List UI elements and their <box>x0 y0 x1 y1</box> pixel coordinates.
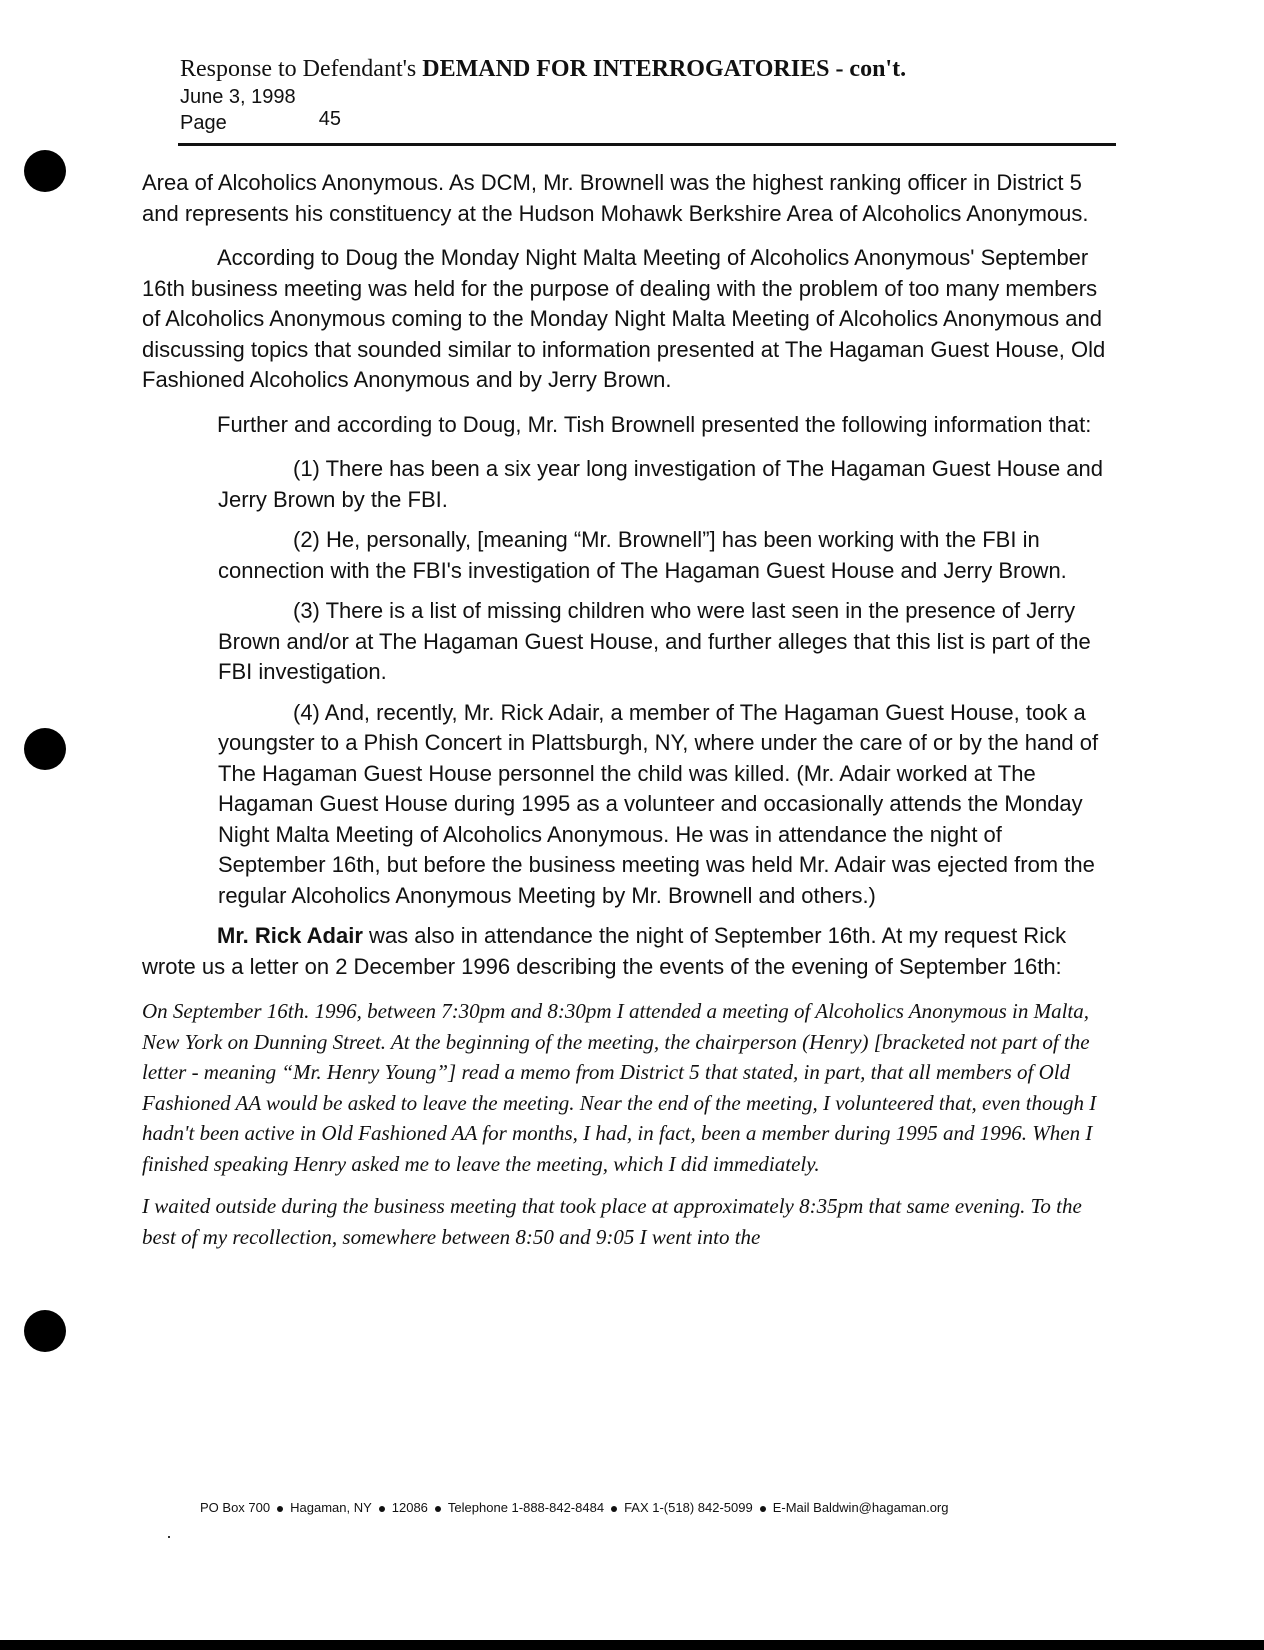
header-rule <box>178 143 1116 146</box>
page-line <box>180 110 1110 136</box>
document-body <box>142 168 1112 1264</box>
bullet-icon <box>611 1506 617 1512</box>
scan-speck <box>168 1536 170 1538</box>
title-bold: DEMAND FOR INTERROGATORIES <box>422 56 830 82</box>
paragraph: Area of Alcoholics Anonymous. As DCM, Mr. Brownell was the highest ranking officer in District 5 and represents his constituency at the Hudson Mohawk Berkshire Area of Alcoholics Anonymous. <box>142 170 1089 226</box>
binder-hole-icon <box>24 1310 66 1352</box>
page-header <box>180 54 1110 136</box>
paragraph: According to Doug the Monday Night Malta Meeting of Alcoholics Anonymous' September 16th business meeting was held for the purpose of dealing with the problem of too many members of Alcoholics Anonymous coming to the Monday Night Malta Meeting of Alcoholics Anonymous and discussing topics that sounded similar to information presented at The Hagaman Guest House, Old Fashioned Alcoholics Anonymous and by Jerry Brown. <box>142 245 1106 392</box>
binder-hole-icon <box>24 150 66 192</box>
list-item: (4) And, recently, Mr. Rick Adair, a member of The Hagaman Guest House, took a youngster to a Phish Concert in Plattsburgh, NY, where under the care of or by the hand of The Hagaman Guest House personnel the child was killed. (Mr. Adair worked at The Hagaman Guest House during 1995 as a volunteer and occasionally attends the Monday Night Malta Meeting of Alcoholics Anonymous. He was in attendance the night of September 16th, but before the business meeting was held Mr. Adair was ejected from the regular Alcoholics Anonymous Meeting by Mr. Brownell and others.) <box>218 699 1099 908</box>
paragraph: Further and according to Doug, Mr. Tish Brownell presented the following information that: <box>217 411 1092 437</box>
quoted-letter: On September 16th. 1996, between 7:30pm and 8:30pm I attended a meeting of Alcoholics Anonymous in Malta, New York on Dunning Street. At the beginning of the meeting, the chairperson (Henry) [bracketed not part of the letter - meaning “Mr. Henry Young”] read a memo from District 5 that stated, in part, that all members of Old Fashioned AA would be asked to leave the meeting. Near the end of the meeting, I volunteered that, even though I hadn't been active in Old Fashioned AA for months, I had, in fact, been a member during 1995 and 1996. When I finished speaking Henry asked me to leave the meeting, which I did immediately. <box>142 999 1097 1176</box>
footer-fax: FAX 1-(518) 842-5099 <box>624 1500 753 1515</box>
list-item: (3) There is a list of missing children who were last seen in the presence of Jerry Brown and/or at The Hagaman Guest House, and further alleges that this list is part of the FBI investigation. <box>218 598 1091 684</box>
paragraph-text: was also in attendance the night of September 16th. At my request Rick wrote us a letter on 2 December 1996 describing the events of the evening of September 16th: <box>142 923 1067 979</box>
title-prefix: Response to Defendant's <box>180 56 423 82</box>
bullet-icon <box>379 1506 385 1512</box>
title-suffix: - con't. <box>829 56 907 82</box>
document-date: June 3, 1998 <box>180 86 296 108</box>
page-number: 45 <box>318 108 341 130</box>
bullet-icon <box>760 1506 766 1512</box>
footer-telephone: Telephone 1-888-842-8484 <box>447 1500 605 1515</box>
footer-zip: 12086 <box>391 1500 428 1515</box>
page-footer <box>200 1500 1100 1515</box>
list-item: (1) There has been a six year long investigation of The Hagaman Guest House and Jerry Brown by the FBI. <box>218 456 1104 512</box>
paragraph <box>142 921 1112 982</box>
name-bold: Mr. Rick Adair <box>217 923 363 948</box>
list-item: (2) He, personally, [meaning “Mr. Brownell”] has been working with the FBI in connection with the FBI's investigation of The Hagaman Guest House and Jerry Brown. <box>218 527 1067 583</box>
footer-city: Hagaman, NY <box>290 1500 372 1515</box>
scan-edge-bar <box>0 1640 1264 1650</box>
binder-hole-icon <box>24 728 66 770</box>
footer-email: E-Mail Baldwin@hagaman.org <box>772 1500 949 1515</box>
quoted-letter: I waited outside during the business meeting that took place at approximately 8:35pm that same evening. To the best of my recollection, somewhere between 8:50 and 9:05 I went into the <box>142 1194 1082 1249</box>
footer-po-box: PO Box 700 <box>200 1500 271 1515</box>
page-label: Page <box>180 112 227 134</box>
bullet-icon <box>277 1506 283 1512</box>
document-title <box>180 54 1110 84</box>
bullet-icon <box>435 1506 441 1512</box>
